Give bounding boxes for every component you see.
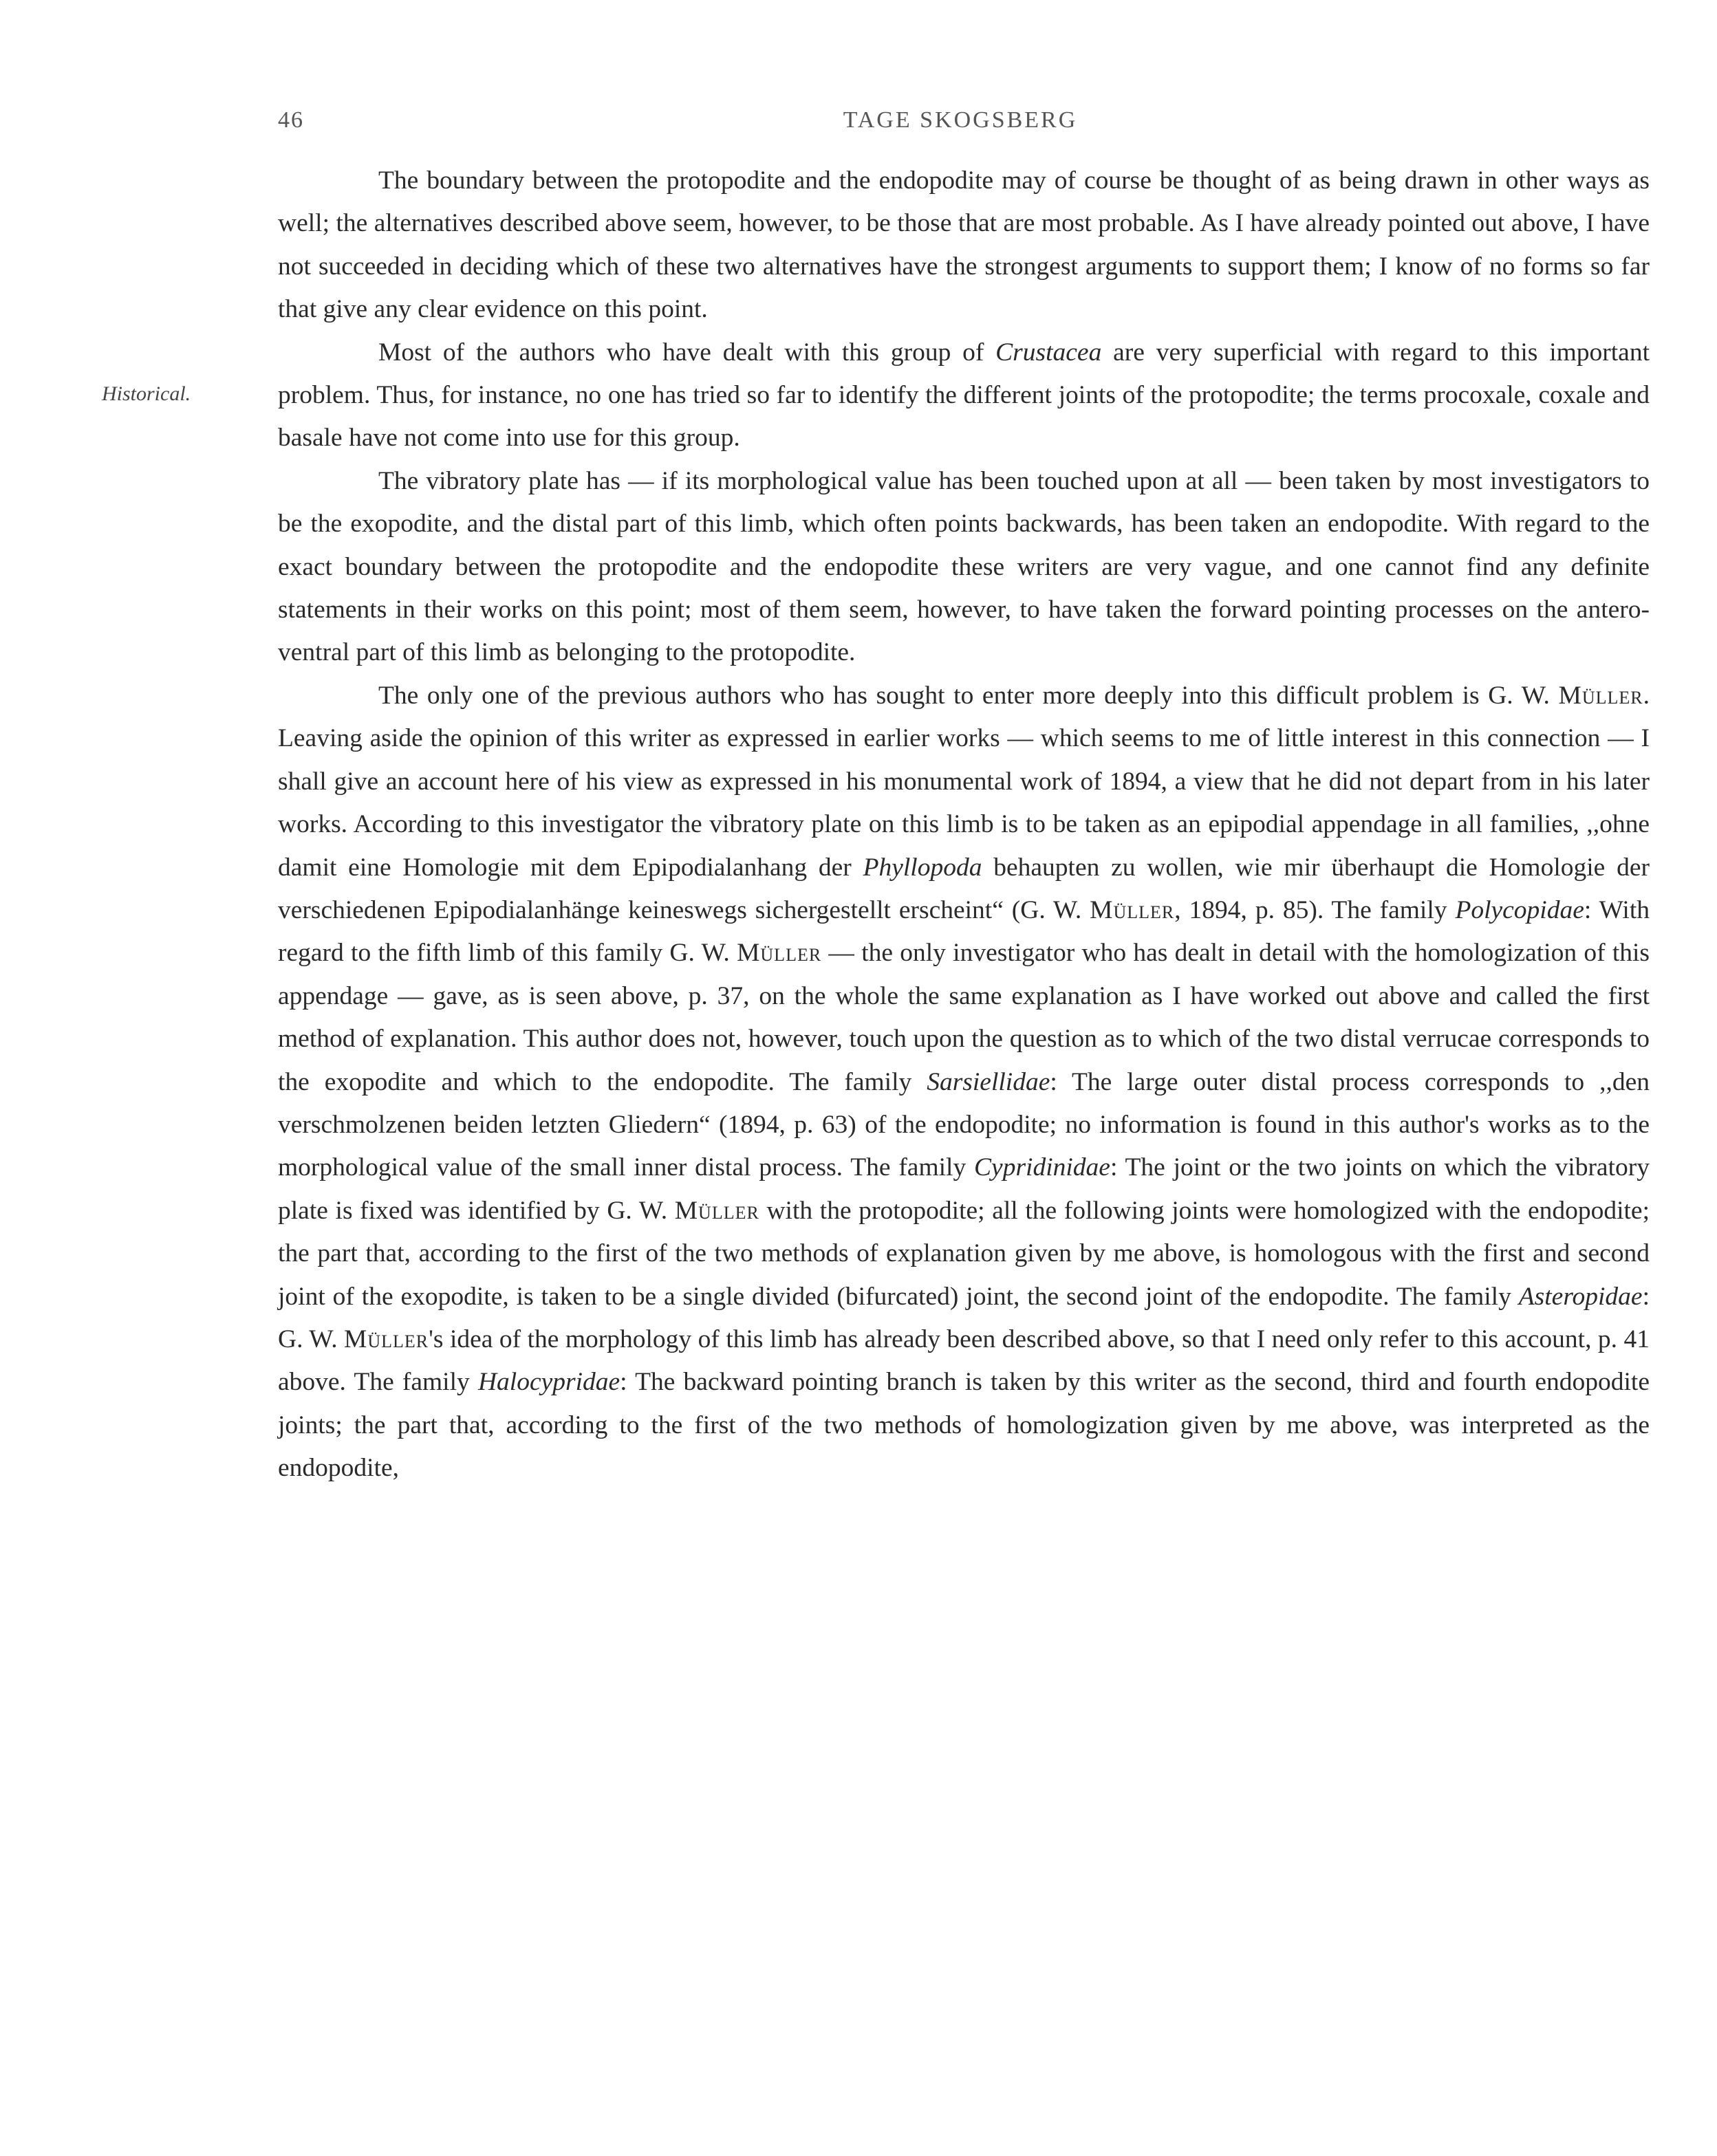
text-run: : The backward pointing branch is taken by this writer as the second, third and fourth endopodite joints; the part that, according to the first of the two methods of homologization given by me above, was interpreted as the endopodite, <box>278 1368 1650 1483</box>
author-name: Müller <box>737 939 822 968</box>
author-name: Müller <box>1090 895 1175 924</box>
text-run: The vibratory plate has — if its morphological value has been touched upon at all — been taken by most investigators to be the exopodite, and the distal part of this limb, which often points backwards, has been taken an endopodite. With regard to the exact boundary between the protopodite and the endopodite these writers are very vague, and one cannot find any definite statements in their works on this point; most of them seem, however, to have taken the forward pointing processes on the antero-ventral part of this limb as belonging to the protopodite. <box>278 466 1650 667</box>
taxon-name: Sarsiellidae <box>927 1067 1050 1096</box>
author-name: Müller <box>344 1325 429 1353</box>
paragraph <box>278 460 1650 675</box>
text-run: The boundary between the protopodite and the endopodite may of course be thought of as being drawn in other ways as well; the alternatives described above seem, however, to be those that are most probable. As I have already pointed out above, I have not succeeded in deciding which of these two alternatives have the strongest arguments to support them; I know of no forms so far that give any clear evidence on this point. <box>278 166 1650 324</box>
text-run: behaupten zu wollen, wie mir überhaupt die Homologie der verschiedenen Epipodialanhänge keineswegs sichergestellt erscheint“ (G. W. <box>278 853 1650 924</box>
text-run: : G. W. <box>278 1282 1650 1353</box>
text-run: The only one of the previous authors who has sought to enter more deeply into this difficult problem is G. W. <box>378 681 1559 710</box>
text-run: are very superficial with regard to this important problem. Thus, for instance, no one has tried so far to identify the different joints of the protopodite; the terms procoxale, coxale and basale have not come into use for this group. <box>278 338 1650 453</box>
running-title: TAGE SKOGSBERG <box>843 107 1078 133</box>
taxon-name: Asteropidae <box>1518 1282 1643 1311</box>
taxon-name: Halocypridae <box>477 1368 620 1397</box>
margin-note-historical: Historical. <box>102 382 191 405</box>
text-run: : With regard to the fifth limb of this family G. W. <box>278 895 1650 968</box>
paragraph <box>278 675 1650 1490</box>
taxon-name: Cypridinidae <box>974 1153 1110 1182</box>
paragraph <box>278 331 1650 460</box>
page-number: 46 <box>278 107 304 133</box>
author-name: Müller <box>1558 681 1643 710</box>
text-run: . Leaving aside the opinion of this writer as expressed in earlier works — which seems to me of little interest in this connection — I shall give an account here of his view as expressed in his monumental work of 1894, a view that he did not depart from in his later works. According to this investigator the vibratory plate on this limb is to be taken as an epipodial appendage in all families, ,,ohne damit eine Homologie mit dem Epipodialanhang der <box>278 681 1650 882</box>
taxon-name: Polycopidae <box>1455 895 1584 924</box>
text-run: : The joint or the two joints on which the vibratory plate is fixed was identified by G. W. <box>278 1153 1650 1225</box>
paragraph <box>278 160 1650 331</box>
text-run: Most of the authors who have dealt with this group of <box>378 338 996 367</box>
body-text <box>278 160 1650 1490</box>
text-run: , 1894, p. 85). The family <box>1174 895 1456 924</box>
text-run: 's idea of the morphology of this limb has already been described above, so that I need only refer to this account, p. 41 above. The family <box>278 1325 1650 1397</box>
text-run: : The large outer distal process corresponds to ,,den verschmolzenen beiden letzten Gliedern“ (1894, p. 63) of the endopodite; no information is found in this author's works as to the morphological value of the small inner distal process. The family <box>278 1067 1650 1182</box>
taxon-name: Crustacea <box>995 338 1102 367</box>
text-run: with the protopodite; all the following joints were homologized with the endopodite; the part that, according to the first of the two methods of explanation given by me above, is homologous with the first and second joint of the exopodite, is taken to be a single divided (bifurcated) joint, the second joint of the endopodite. The family <box>278 1196 1650 1311</box>
text-run: — the only investigator who has dealt in detail with the homologization of this appendage — gave, as is seen above, p. 37, on the whole the same explanation as I have worked out above and called the first method of explanation. This author does not, however, touch upon the question as to which of the two distal verrucae corresponds to the exopodite and which to the endopodite. The family <box>278 939 1650 1096</box>
author-name: Müller <box>674 1196 759 1225</box>
running-head <box>278 107 1643 142</box>
taxon-name: Phyllopoda <box>863 853 982 882</box>
